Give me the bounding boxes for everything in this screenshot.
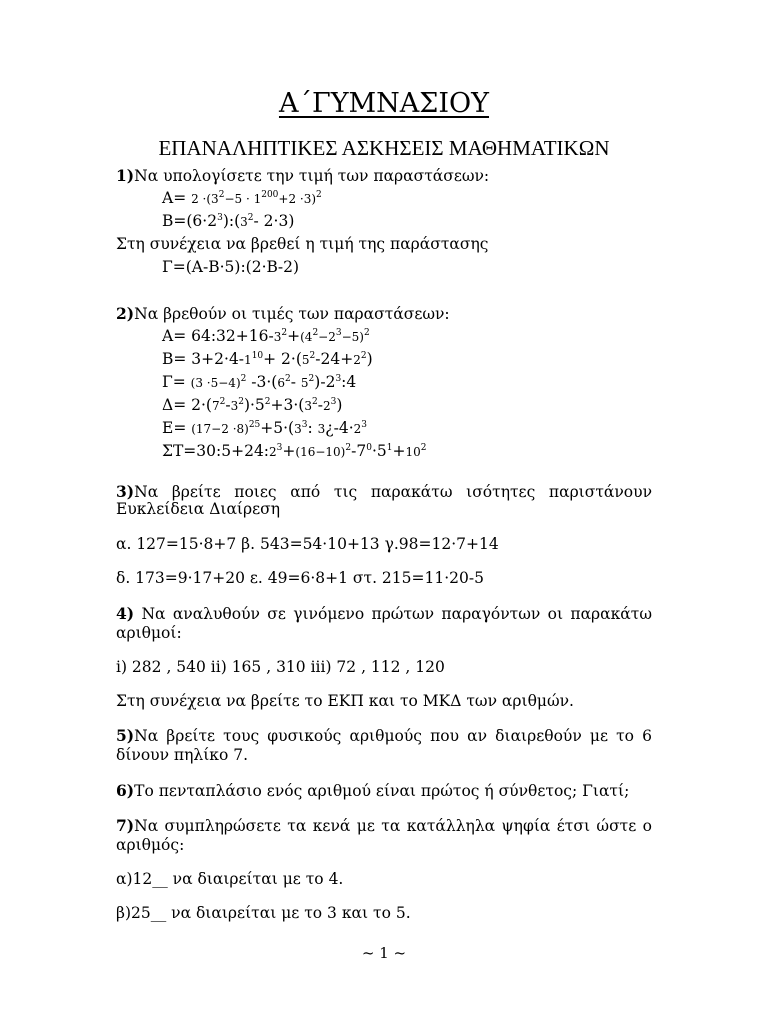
expression-a	[162, 189, 698, 207]
exercise-4-line2: αριθμοί:	[116, 624, 182, 642]
exercise-3-heading	[116, 482, 652, 501]
expression-2e: $E= (17-2 \cdot 8)^{25}+5\cdot(3^3$: $3¿-4\cdot 2^3$	[162, 419, 367, 437]
exercise-text: Να υπολογίσετε την τιμή των παραστάσεων:	[134, 167, 490, 185]
expression-2d: $\Delta= 2\cdot(7^2-3^2)\cdot 5^2+3\cdot(3^2-2^3)$	[162, 396, 343, 414]
exercise-4-heading	[116, 604, 652, 623]
exercise-text: Να βρείτε ποιες από τις παρακάτω ισότητες παριστάνουν	[134, 483, 652, 501]
page-title: Α΄ΓΥΜΝΑΣΙΟΥ	[278, 88, 490, 119]
exercise-number: 4)	[116, 604, 135, 623]
expression-b: $B=(6\cdot 2^3):(3^2-$ 2·3)	[162, 212, 295, 230]
exercise-number: 2)	[116, 304, 135, 323]
exercise-text: Το πενταπλάσιο ενός αριθμού είναι πρώτος ή σύνθετος; Γιατί;	[134, 782, 630, 800]
exercise-2-heading	[116, 304, 652, 323]
exercise-7-b: β)25__ να διαιρείται με το 3 και το 5.	[116, 904, 411, 922]
worksheet-subtitle: ΕΠΑΝΑΛΗΠΤΙΚΕΣ ΑΣΚΗΣΕΙΣ ΜΑΘΗΜΑΤΙΚΩΝ	[158, 136, 610, 160]
expression-2st: $\Sigma T=30:5+24:2^3+(16-10)^2-7^0\cdot 5^1+10^2$	[162, 442, 427, 460]
exercise-text: Να αναλυθούν σε γινόμενο πρώτων παραγόντων οι παρακάτω	[134, 605, 652, 623]
exercise-1-continuation: Στη συνέχεια να βρεθεί η τιμή της παράστασης	[116, 235, 489, 253]
exercise-1-heading	[116, 166, 652, 185]
expression-gamma: Γ=(Α-Β·5):(2·Β-2)	[162, 258, 300, 276]
exercise-text: Να βρείτε τους φυσικούς αριθμούς που αν διαιρεθούν με το 6	[134, 727, 652, 745]
exercise-4-numbers: i) 282 , 540 ii) 165 , 310 iii) 72 , 112 , 120	[116, 658, 445, 676]
exercise-5-heading	[116, 726, 652, 745]
expression-2c: $\Gamma= (3 \cdot 5-4)^2$ $-3\cdot(6^2-$ $5^2)-2^3:4$	[162, 373, 357, 391]
expression-2b: $B= 3+2\cdot 4-1^{10}+ 2\cdot(5^2-24+2^2)$	[162, 350, 373, 368]
expression-label: Α=	[162, 189, 192, 207]
exercise-5-line2: δίνουν πηλίκο 7.	[116, 746, 249, 764]
exercise-7-heading	[116, 816, 652, 835]
exercise-text: Να συμπληρώσετε τα κενά με τα κατάλληλα ψηφία έτσι ώστε ο	[134, 817, 652, 835]
exercise-text: Να βρεθούν οι τιμές των παραστάσεων:	[134, 305, 450, 323]
exercise-3-row2: δ. 173=9·17+20 ε. 49=6·8+1 στ. 215=11·20-5	[116, 569, 484, 587]
exercise-3-row1: α. 127=15·8+7 β. 543=54·10+13 γ.98=12·7+14	[116, 535, 499, 553]
exercise-4-follow: Στη συνέχεια να βρείτε το ΕΚΠ και το ΜΚΔ των αριθμών.	[116, 692, 574, 710]
exercise-number: 6)	[116, 781, 135, 800]
exercise-3-line2: Ευκλείδεια Διαίρεση	[116, 500, 281, 518]
exercise-number: 5)	[116, 726, 135, 745]
exercise-number: 1)	[116, 166, 135, 185]
exercise-number: 3)	[116, 482, 135, 501]
expression-2a: $A= 64:32+16-3^2+(4^2-2^3-5)^2$	[162, 327, 370, 345]
page-number: ~ 1 ~	[361, 944, 407, 962]
expression-label: Β=(6·2	[162, 212, 218, 230]
exercise-7-line2: αριθμός:	[116, 836, 185, 854]
exercise-number: 7)	[116, 816, 135, 835]
exercise-7-a: α)12__ να διαιρείται με το 4.	[116, 870, 344, 888]
expression-body: $2 \cdot(3^2-5 \cdot 1^{200}+2 \cdot 3)^2$	[191, 190, 322, 206]
exercise-6-heading	[116, 781, 652, 800]
